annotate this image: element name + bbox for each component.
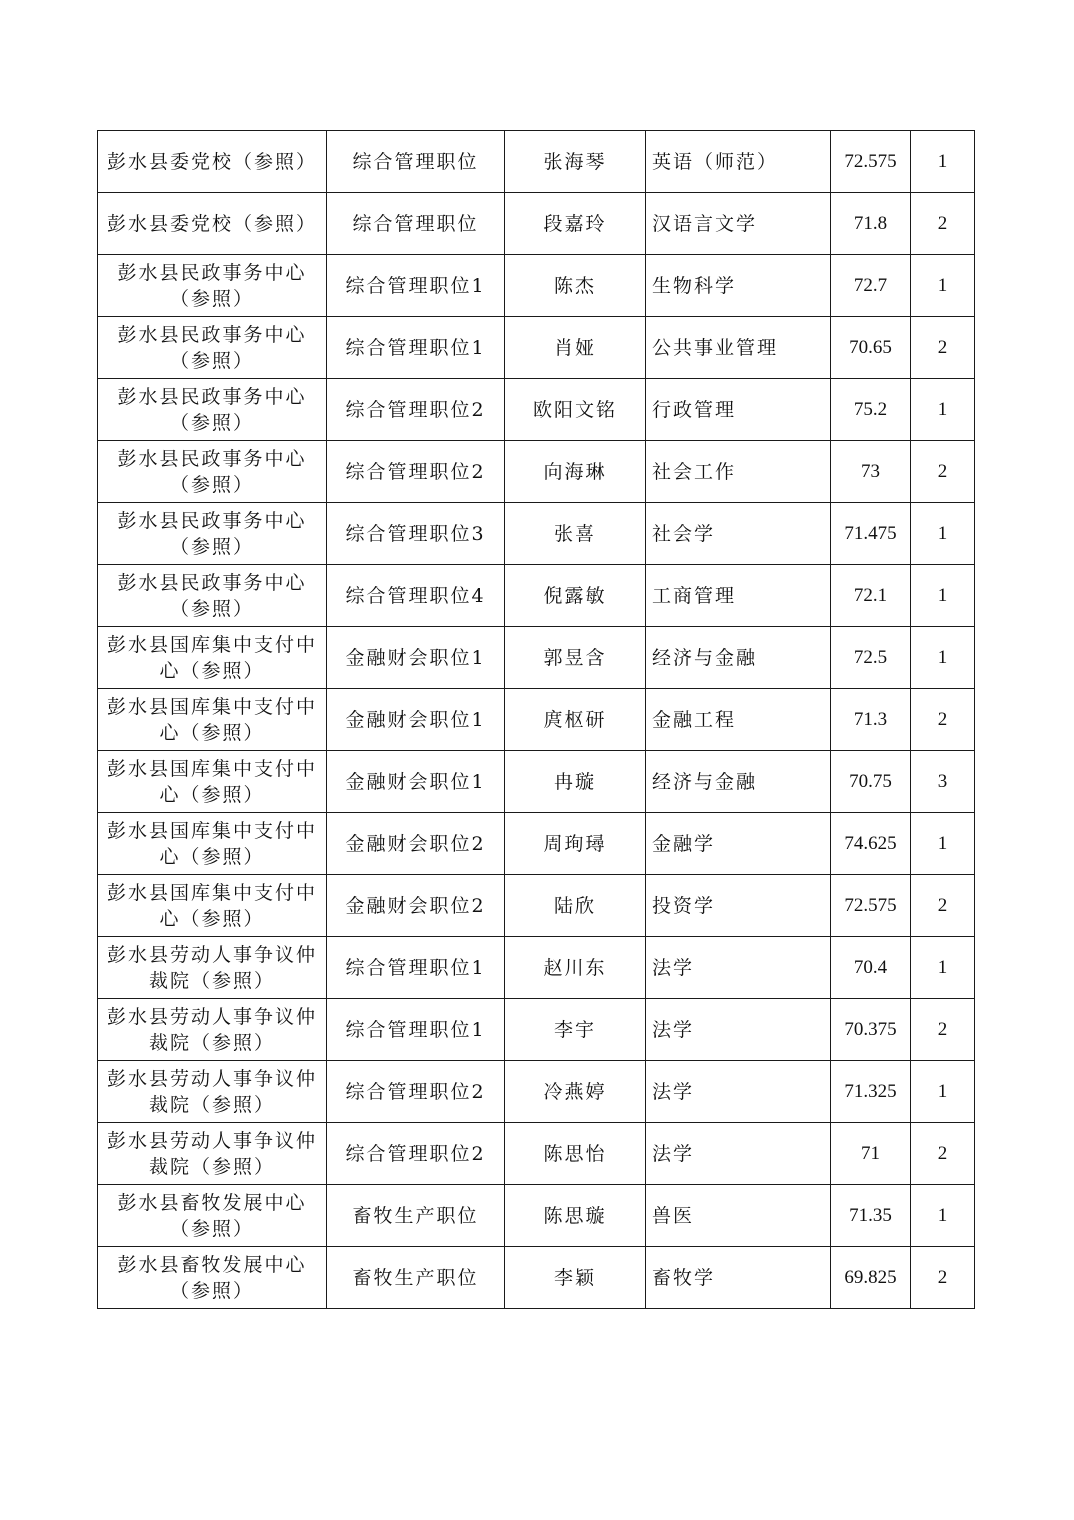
unit-cell: 彭水县国库集中支付中心（参照） (98, 751, 327, 813)
unit-cell: 彭水县劳动人事争议仲裁院（参照） (98, 999, 327, 1061)
table-row (98, 1061, 975, 1123)
major-cell: 法学 (646, 937, 831, 999)
name-cell: 倪露敏 (505, 565, 646, 627)
score-cell: 71.475 (831, 503, 911, 565)
major-cell: 工商管理 (646, 565, 831, 627)
rank-cell: 1 (911, 131, 975, 193)
rank-cell: 1 (911, 813, 975, 875)
unit-cell: 彭水县国库集中支付中心（参照） (98, 875, 327, 937)
table-row (98, 131, 975, 193)
rank-cell: 1 (911, 503, 975, 565)
name-cell: 陆欣 (505, 875, 646, 937)
unit-cell: 彭水县民政事务中心（参照） (98, 255, 327, 317)
position-cell: 综合管理职位3 (327, 503, 505, 565)
rank-cell: 2 (911, 999, 975, 1061)
name-cell: 陈思璇 (505, 1185, 646, 1247)
name-cell: 向海琳 (505, 441, 646, 503)
name-cell: 肖娅 (505, 317, 646, 379)
table-row (98, 689, 975, 751)
rank-cell: 2 (911, 317, 975, 379)
major-cell: 法学 (646, 1061, 831, 1123)
name-cell: 郭昱含 (505, 627, 646, 689)
position-cell: 综合管理职位2 (327, 441, 505, 503)
position-cell: 金融财会职位1 (327, 751, 505, 813)
position-cell: 综合管理职位1 (327, 255, 505, 317)
table-row (98, 1185, 975, 1247)
position-cell: 畜牧生产职位 (327, 1185, 505, 1247)
rank-cell: 2 (911, 1247, 975, 1309)
score-cell: 72.575 (831, 131, 911, 193)
results-table (97, 130, 975, 1309)
table-row (98, 379, 975, 441)
table-row (98, 751, 975, 813)
rank-cell: 2 (911, 193, 975, 255)
rank-cell: 1 (911, 255, 975, 317)
name-cell: 李颖 (505, 1247, 646, 1309)
position-cell: 金融财会职位2 (327, 875, 505, 937)
unit-cell: 彭水县民政事务中心（参照） (98, 317, 327, 379)
table-row (98, 813, 975, 875)
name-cell: 冉璇 (505, 751, 646, 813)
table-row (98, 565, 975, 627)
position-cell: 金融财会职位1 (327, 627, 505, 689)
major-cell: 兽医 (646, 1185, 831, 1247)
rank-cell: 2 (911, 875, 975, 937)
score-cell: 71.3 (831, 689, 911, 751)
table-row (98, 503, 975, 565)
name-cell: 段嘉玲 (505, 193, 646, 255)
major-cell: 行政管理 (646, 379, 831, 441)
major-cell: 金融工程 (646, 689, 831, 751)
major-cell: 公共事业管理 (646, 317, 831, 379)
score-cell: 71.8 (831, 193, 911, 255)
position-cell: 综合管理职位2 (327, 1061, 505, 1123)
position-cell: 综合管理职位1 (327, 317, 505, 379)
table-row (98, 875, 975, 937)
position-cell: 金融财会职位2 (327, 813, 505, 875)
score-cell: 69.825 (831, 1247, 911, 1309)
unit-cell: 彭水县畜牧发展中心（参照） (98, 1247, 327, 1309)
position-cell: 综合管理职位2 (327, 1123, 505, 1185)
rank-cell: 1 (911, 627, 975, 689)
rank-cell: 1 (911, 565, 975, 627)
major-cell: 汉语言文学 (646, 193, 831, 255)
unit-cell: 彭水县民政事务中心（参照） (98, 503, 327, 565)
position-cell: 综合管理职位1 (327, 937, 505, 999)
table-row (98, 999, 975, 1061)
major-cell: 经济与金融 (646, 751, 831, 813)
major-cell: 法学 (646, 1123, 831, 1185)
table-row (98, 317, 975, 379)
score-cell: 72.1 (831, 565, 911, 627)
name-cell: 张海琴 (505, 131, 646, 193)
score-cell: 71 (831, 1123, 911, 1185)
score-cell: 70.65 (831, 317, 911, 379)
rank-cell: 3 (911, 751, 975, 813)
score-cell: 70.4 (831, 937, 911, 999)
rank-cell: 1 (911, 379, 975, 441)
major-cell: 金融学 (646, 813, 831, 875)
score-cell: 70.375 (831, 999, 911, 1061)
position-cell: 畜牧生产职位 (327, 1247, 505, 1309)
position-cell: 综合管理职位 (327, 193, 505, 255)
name-cell: 张喜 (505, 503, 646, 565)
unit-cell: 彭水县委党校（参照） (98, 131, 327, 193)
major-cell: 生物科学 (646, 255, 831, 317)
major-cell: 经济与金融 (646, 627, 831, 689)
table-row (98, 627, 975, 689)
name-cell: 陈思怡 (505, 1123, 646, 1185)
table-row (98, 193, 975, 255)
name-cell: 陈杰 (505, 255, 646, 317)
major-cell: 法学 (646, 999, 831, 1061)
score-cell: 71.325 (831, 1061, 911, 1123)
position-cell: 金融财会职位1 (327, 689, 505, 751)
table-row (98, 937, 975, 999)
score-cell: 72.7 (831, 255, 911, 317)
score-cell: 73 (831, 441, 911, 503)
score-cell: 74.625 (831, 813, 911, 875)
score-cell: 70.75 (831, 751, 911, 813)
rank-cell: 1 (911, 1061, 975, 1123)
score-cell: 72.575 (831, 875, 911, 937)
major-cell: 畜牧学 (646, 1247, 831, 1309)
score-cell: 71.35 (831, 1185, 911, 1247)
unit-cell: 彭水县国库集中支付中心（参照） (98, 689, 327, 751)
major-cell: 英语（师范） (646, 131, 831, 193)
table-row (98, 1247, 975, 1309)
unit-cell: 彭水县劳动人事争议仲裁院（参照） (98, 1061, 327, 1123)
major-cell: 社会学 (646, 503, 831, 565)
name-cell: 冷燕婷 (505, 1061, 646, 1123)
unit-cell: 彭水县劳动人事争议仲裁院（参照） (98, 1123, 327, 1185)
score-cell: 75.2 (831, 379, 911, 441)
score-cell: 72.5 (831, 627, 911, 689)
results-table-container (97, 130, 974, 1309)
name-cell: 李宇 (505, 999, 646, 1061)
position-cell: 综合管理职位1 (327, 999, 505, 1061)
major-cell: 社会工作 (646, 441, 831, 503)
table-row (98, 255, 975, 317)
rank-cell: 1 (911, 937, 975, 999)
position-cell: 综合管理职位 (327, 131, 505, 193)
unit-cell: 彭水县民政事务中心（参照） (98, 441, 327, 503)
name-cell: 周珣璕 (505, 813, 646, 875)
name-cell: 欧阳文铭 (505, 379, 646, 441)
rank-cell: 2 (911, 441, 975, 503)
table-row (98, 1123, 975, 1185)
rank-cell: 1 (911, 1185, 975, 1247)
unit-cell: 彭水县畜牧发展中心（参照） (98, 1185, 327, 1247)
unit-cell: 彭水县委党校（参照） (98, 193, 327, 255)
rank-cell: 2 (911, 689, 975, 751)
major-cell: 投资学 (646, 875, 831, 937)
position-cell: 综合管理职位4 (327, 565, 505, 627)
table-row (98, 441, 975, 503)
table-body (98, 131, 975, 1309)
rank-cell: 2 (911, 1123, 975, 1185)
name-cell: 庹枢研 (505, 689, 646, 751)
unit-cell: 彭水县国库集中支付中心（参照） (98, 813, 327, 875)
name-cell: 赵川东 (505, 937, 646, 999)
position-cell: 综合管理职位2 (327, 379, 505, 441)
unit-cell: 彭水县民政事务中心（参照） (98, 565, 327, 627)
unit-cell: 彭水县国库集中支付中心（参照） (98, 627, 327, 689)
unit-cell: 彭水县民政事务中心（参照） (98, 379, 327, 441)
unit-cell: 彭水县劳动人事争议仲裁院（参照） (98, 937, 327, 999)
